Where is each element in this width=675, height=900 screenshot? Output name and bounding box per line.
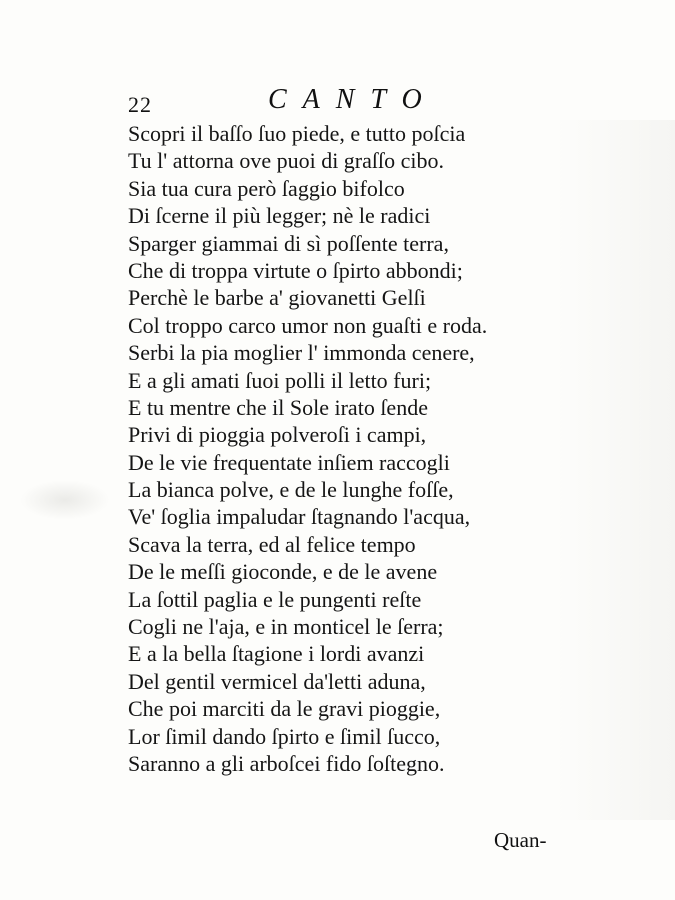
verse-line: E a gli amati ſuoi polli il letto furi; [128,367,432,393]
verse-line: Scopri il baſſo ſuo piede, e tutto poſcia [128,121,466,146]
paper-stain [20,480,110,520]
show-through-shadow [555,120,675,820]
verse-line: Cogli ne l'aja, e in monticel le ſerra; [128,614,444,640]
verse-line: E tu mentre che il Sole irato ſende [128,394,428,420]
verse-line: Di ſcerne il più legger; nè le radici [128,203,431,229]
running-title: CANTO [268,84,438,115]
verse-line: De le meſſi gioconde, e de le avene [128,559,438,585]
verse-line: Che di troppa virtute o ſpirto abbondi; [128,257,463,283]
verse-line: Scava la terra, ed al felice tempo [128,531,416,557]
verse-line: Tu l' attorna ove puoi di graſſo cibo. [128,148,445,174]
catchword: Quan- [494,828,547,852]
verse-line: Col troppo carco umor non guaſti e roda. [128,312,488,338]
verse-line: De le vie frequentate inſiem raccogli [128,449,450,475]
verse-line: La ſottil paglia e le pungenti reſte [128,586,422,612]
verse-line: Lor ſimil dando ſpirto e ſimil ſucco, [128,723,441,749]
verse-line: Privi di pioggia polveroſi i campi, [128,422,427,448]
verse-line: Serbi la pia moglier l' immonda cenere, [128,340,475,366]
verse-line: Del gentil vermicel da'letti aduna, [128,668,426,694]
verse-line: E a la bella ſtagione i lordi avanzi [128,641,425,667]
verse-line: Che poi marciti da le gravi pioggie, [128,696,441,722]
verse-line: Sia tua cura però ſaggio bifolco [128,175,405,201]
page-number: 22 [128,92,152,117]
verse-line: Ve' ſoglia impaludar ſtagnando l'acqua, [128,504,471,530]
verse-line: La bianca polve, e de le lunghe foſſe, [128,477,454,503]
verse-line: Perchè le barbe a' giovanetti Gelſi [128,285,426,311]
verse-line: Sparger giammai di sì poſſente terra, [128,230,449,256]
poem-text [128,120,558,777]
verse-line: Saranno a gli arboſcei fido ſoſtegno. [128,750,445,776]
